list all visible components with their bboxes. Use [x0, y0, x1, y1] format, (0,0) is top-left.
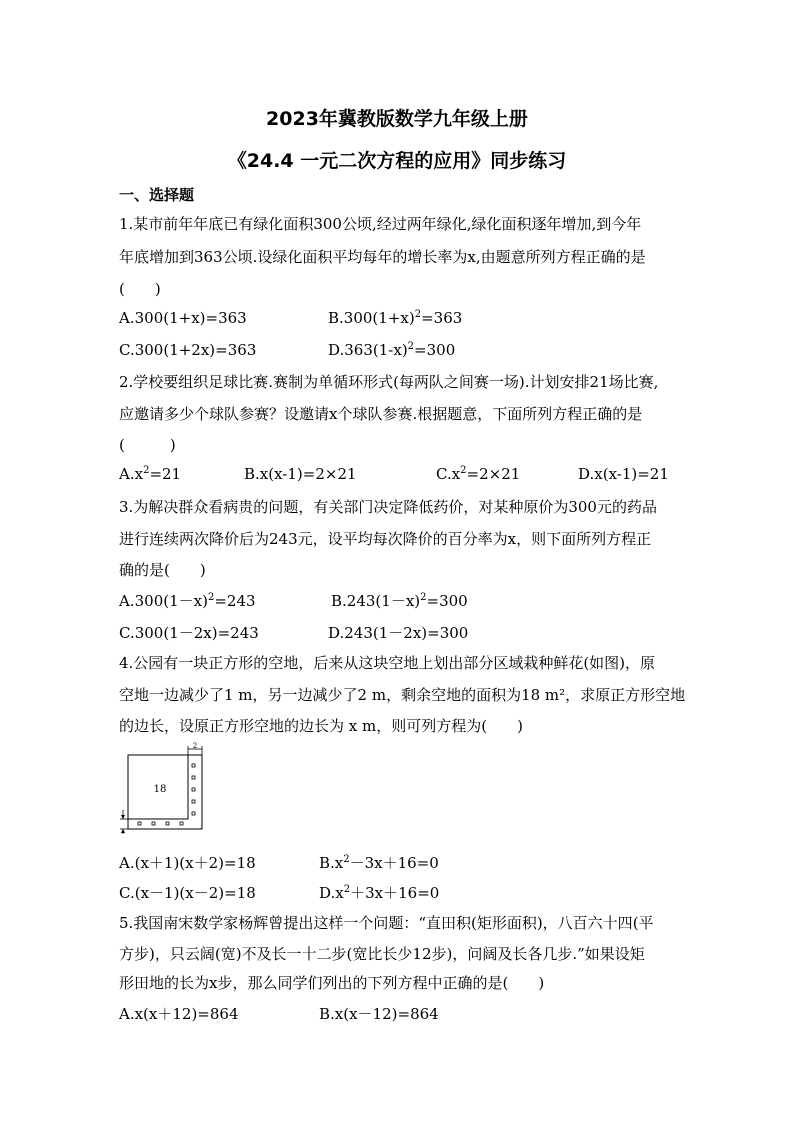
flower-marker: [192, 788, 195, 791]
question-text-line: 4.公园有一块正方形的空地，后来从这块空地上划出部分区域栽种鲜花(如图)，原: [119, 654, 656, 672]
option-a: $A.x^2=21$: [119, 465, 182, 483]
question-text-line: 1.某市前年年底已有绿化面积300公顷,经过两年绿化,绿化面积逐年增加,到今年: [119, 215, 642, 233]
arrow-head: [121, 829, 125, 833]
flower-marker: [192, 800, 195, 803]
option-c: C.300(1－2x)=243: [119, 624, 259, 642]
option-a: $A.300(1-x)^2=243$: [119, 592, 256, 610]
question-text-line: 年底增加到363公顷.设绿化面积平均每年的增长率为x,由题意所列方程正确的是: [119, 248, 646, 266]
option-b: $B.x^2-3x+16=0$: [319, 854, 439, 872]
option-a: A.x(x＋12)=864: [119, 1005, 239, 1023]
area-label: 18: [153, 784, 167, 795]
option-d: $D.x^2+3x+16=0$: [319, 884, 440, 902]
option-c: $C.x^2=2\times 21$: [436, 465, 521, 483]
flower-marker: [166, 822, 169, 825]
option-a: A.(x＋1)(x＋2)=18: [119, 854, 256, 872]
question-text-line: 形田地的长为x步，那么同学们列出的下列方程中正确的是( ): [119, 974, 545, 992]
flower-marker: [192, 812, 195, 815]
flower-marker: [192, 776, 195, 779]
question-text-line: 的边长，设原正方形空地的边长为 x m，则可列方程为( ): [119, 717, 523, 735]
option-b: B.x(x－12)=864: [319, 1005, 439, 1023]
square-plot-diagram: [114, 742, 210, 834]
question-text-line: ( ): [119, 436, 176, 454]
question-text-line: 空地一边减少了1 m，另一边减少了2 m，剩余空地的面积为18 m²，求原正方形空地: [119, 686, 686, 704]
option-d: $D.363(1-x)^2=300$: [328, 341, 456, 359]
question-text-line: 2.学校要组织足球比赛.赛制为单循环形式(每两队之间赛一场).计划安排21场比赛,: [119, 373, 659, 391]
option-c: C.(x－1)(x－2)=18: [119, 884, 256, 902]
option-b: B.x(x-1)=2×21: [244, 465, 357, 483]
option-b: $B.300(1+x)^2=363$: [328, 309, 463, 327]
question-text-line: 3.为解决群众看病贵的问题，有关部门决定降低药价，对某种原价为300元的药品: [119, 498, 657, 516]
square-plot-figure: [114, 742, 210, 838]
question-text-line: ( ): [119, 280, 161, 298]
option-d: D.243(1－2x)=300: [328, 624, 469, 642]
flower-marker: [138, 822, 141, 825]
top-dimension-label: 2: [192, 742, 198, 750]
section-heading: 一、选择题: [119, 186, 195, 204]
question-text-line: 方步)，只云阔(宽)不及长一十二步(宽比长少12步)，问阔及长各几步.”如果设矩: [119, 945, 645, 963]
question-text-line: 5.我国南宋数学家杨辉曾提出这样一个问题：“直田积(矩形面积)，八百六十四(平: [119, 914, 654, 932]
option-b: $B.243(1-x)^2=300$: [331, 592, 468, 610]
option-a: A.300(1+x)=363: [119, 309, 247, 327]
option-d: D.x(x-1)=21: [578, 465, 669, 483]
document-title: 2023年冀教版数学九年级上册: [266, 108, 528, 130]
question-text-line: 应邀请多少个球队参赛？设邀请x个球队参赛.根据题意，下面所列方程正确的是: [119, 405, 643, 423]
document-subtitle: 《24.4 一元二次方程的应用》同步练习: [227, 150, 567, 172]
flower-marker: [192, 764, 195, 767]
arrow-head: [121, 815, 125, 819]
question-text-line: 确的是( ): [119, 561, 206, 579]
question-text-line: 进行连续两次降价后为243元，设平均每次降价的百分率为x，则下面所列方程正: [119, 530, 652, 548]
flower-marker: [180, 822, 183, 825]
flower-marker: [152, 822, 155, 825]
option-c: C.300(1+2x)=363: [119, 341, 257, 359]
